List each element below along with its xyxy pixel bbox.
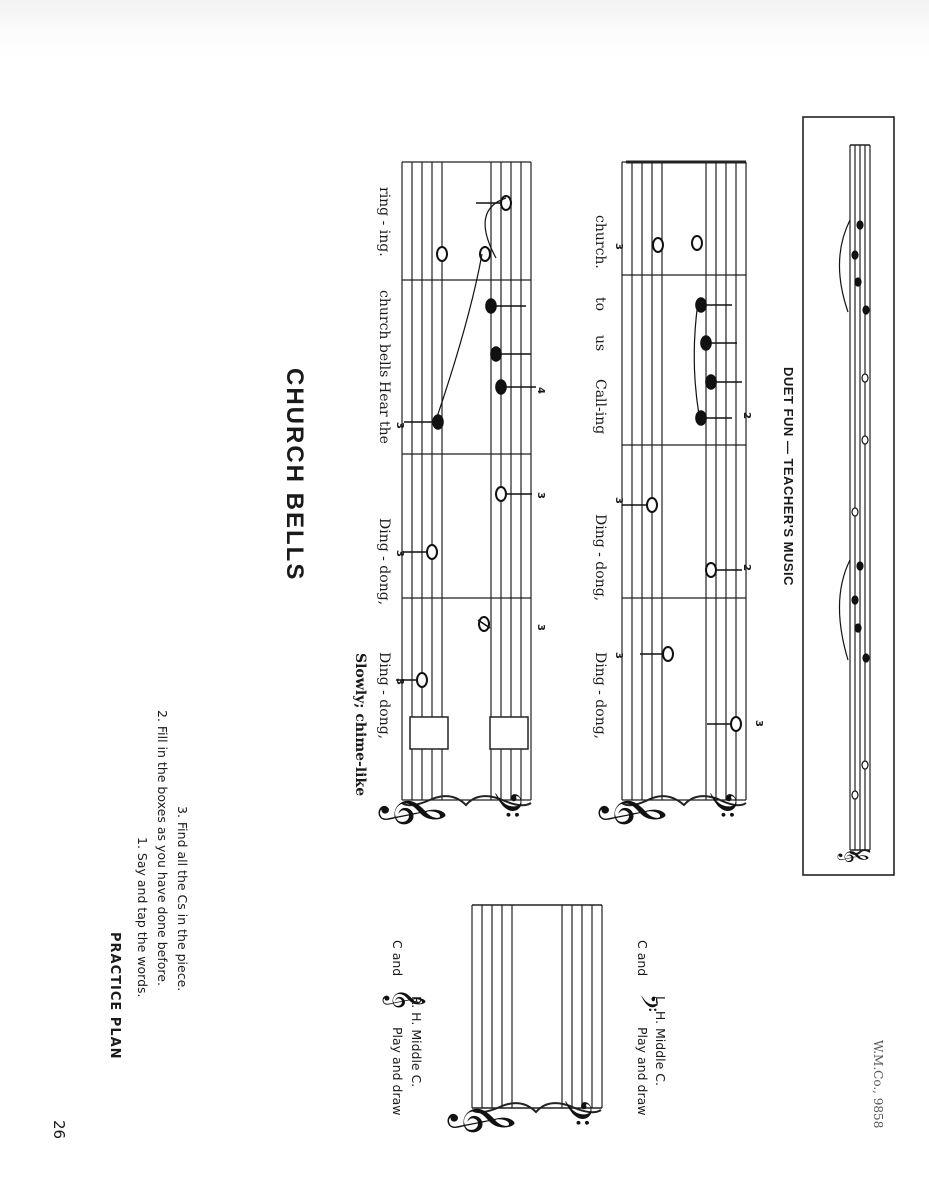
- bass-clef-icon: 𝄢: [477, 790, 528, 819]
- fingering-1-1: 3: [394, 678, 405, 685]
- fingering-2-6: 2: [741, 412, 752, 419]
- duet-title: DUET FUN — TEACHER'S MUSIC: [781, 367, 796, 587]
- song-title: CHURCH BELLS: [281, 368, 308, 582]
- system2-staff-bass: [706, 162, 746, 800]
- practice-plan-title: PRACTICE PLAN: [107, 932, 122, 1060]
- system2-barlines: [622, 162, 746, 800]
- lyric-1-1: Ding - dong,: [376, 652, 392, 740]
- system1-staff-treble: [402, 162, 442, 800]
- lyric-2-3: Call-ing: [592, 379, 608, 435]
- fingering-2-1: 3: [613, 652, 624, 659]
- lyric-2-5: to: [592, 297, 608, 312]
- lyric-2-6: church.: [592, 215, 608, 269]
- fingering-1-3: 3: [394, 422, 405, 429]
- treble-clef-icon: 𝄞: [384, 988, 425, 1010]
- system2-notes: [622, 236, 742, 731]
- draw-exercise-1-text-b: C and: [390, 940, 405, 977]
- bass-clef-icon: 𝄢: [692, 790, 743, 819]
- draw-exercise-2-text-c: L. H. Middle C.: [653, 996, 668, 1087]
- tempo-marking: Slowly; chime-like: [352, 653, 368, 797]
- practice-plan-item-3: 3. Find all the Cs in the piece.: [175, 806, 190, 992]
- bass-clef-icon: 𝄢: [547, 1098, 598, 1127]
- treble-clef-icon: 𝄞: [450, 1102, 515, 1136]
- fingering-1-6: 4: [535, 387, 546, 394]
- draw-exercise-1-text-c: R. H. Middle C.: [409, 996, 424, 1088]
- lyric-1-2: Ding - dong,: [376, 518, 392, 606]
- lyric-2-1: Ding - dong,: [592, 652, 608, 740]
- system1-barlines: [402, 162, 531, 800]
- fingering-1-5: 3: [535, 492, 546, 499]
- copyright-notice: W.M.Co., 9858: [871, 1040, 885, 1129]
- bass-clef-icon: 𝄢: [630, 994, 663, 1013]
- lyric-1-5: ring - ing.: [376, 187, 392, 257]
- duet-staff: [850, 145, 870, 850]
- system1-notes: [396, 196, 536, 687]
- lyric-1-3: Hear the: [376, 381, 392, 444]
- fingering-2-2: 3: [613, 497, 624, 504]
- treble-clef-icon: 𝄞: [381, 794, 446, 828]
- fingering-1-4: 3: [535, 624, 546, 631]
- treble-clef-icon: 𝄞: [601, 794, 666, 828]
- page-number: 26: [50, 1120, 68, 1140]
- draw-exercise-2-text-a: Play and draw: [635, 1027, 650, 1116]
- lyric-2-2: Ding - dong,: [592, 514, 608, 602]
- duet-box: [803, 117, 894, 875]
- draw-exercise-2-text-b: C and: [635, 940, 650, 977]
- time-signature-box-bass[interactable]: [490, 717, 528, 749]
- treble-clef-icon: 𝄞: [838, 848, 868, 864]
- fingering-2-4: 3: [753, 720, 764, 727]
- fingering-2-3: 3: [613, 243, 624, 250]
- exercise-staff-bass: [562, 905, 602, 1108]
- time-signature-box-treble[interactable]: [410, 717, 448, 749]
- fingering-1-2: 3: [394, 550, 405, 557]
- fingering-2-5: 2: [741, 564, 752, 571]
- lyric-2-4: us: [592, 335, 608, 352]
- practice-plan-item-1: 1. Say and tap the words.: [135, 837, 150, 998]
- system2-staff-treble: [622, 162, 662, 800]
- system1-staff-bass: [491, 162, 531, 800]
- exercise-staff-treble: [472, 905, 512, 1108]
- lyric-1-4: church bells: [376, 290, 392, 378]
- draw-exercise-1-text-a: Play and draw: [390, 1027, 405, 1116]
- practice-plan-item-2: 2. Fill in the boxes as you have done before.: [155, 710, 170, 986]
